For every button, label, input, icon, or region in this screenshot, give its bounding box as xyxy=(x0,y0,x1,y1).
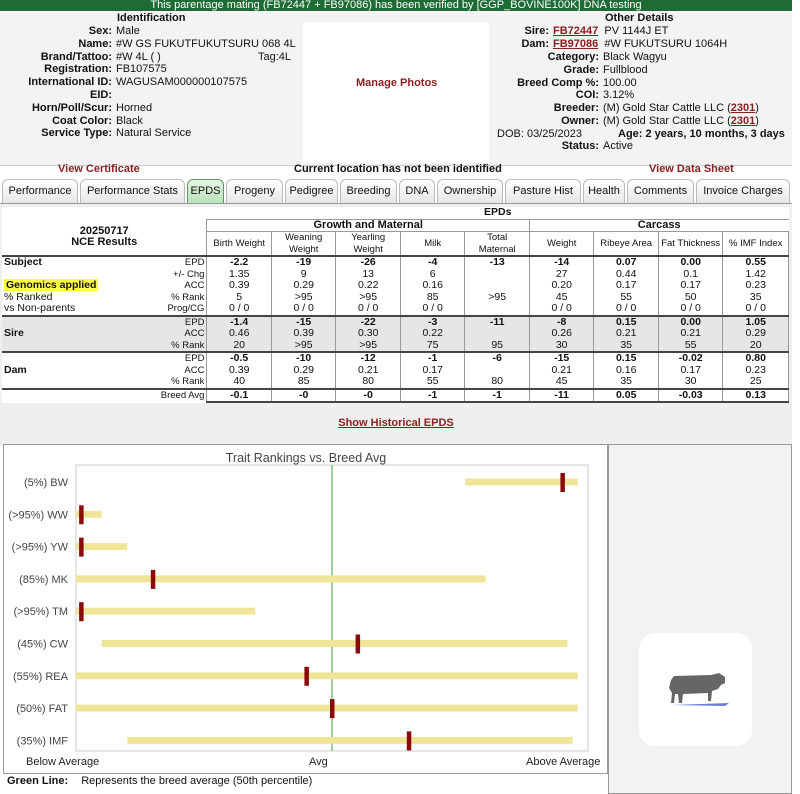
epd-cell: 0.80 xyxy=(723,352,789,365)
epd-col-header: Yearling Weight xyxy=(336,232,401,257)
epd-cell: 30 xyxy=(529,340,594,353)
epd-cell: 27 xyxy=(529,269,594,281)
epd-cell: -6 xyxy=(465,352,530,365)
trait-marker xyxy=(407,731,412,750)
other-field-row xyxy=(489,89,634,102)
view-certificate-link[interactable]: View Certificate xyxy=(58,163,140,175)
epd-cell: -0.5 xyxy=(207,352,272,365)
epd-row-name xyxy=(2,376,142,389)
tab-performance-stats[interactable]: Performance Stats xyxy=(80,179,185,203)
breed-avg-cell: -0 xyxy=(336,389,401,403)
trait-range-bar xyxy=(76,543,127,550)
tab-progeny[interactable]: Progeny xyxy=(226,179,283,203)
epd-cell: 85 xyxy=(400,292,465,304)
trait-range-bar xyxy=(76,705,578,712)
status-row xyxy=(489,140,633,153)
tab-comments[interactable]: Comments xyxy=(627,179,694,203)
epd-cell: 80 xyxy=(465,376,530,389)
trait-marker xyxy=(79,505,84,524)
epd-col-header: Ribeye Area xyxy=(594,232,659,257)
epd-cell: 0.39 xyxy=(207,365,272,377)
show-historical-epds-link[interactable]: Show Historical EPDS xyxy=(338,417,454,429)
epd-cell: -26 xyxy=(336,256,401,269)
epd-cell: 0.21 xyxy=(594,328,659,340)
epd-cell: 35 xyxy=(723,292,789,304)
owner-row xyxy=(489,115,759,128)
cow-icon xyxy=(639,633,752,746)
epd-cell: 0.21 xyxy=(658,328,723,340)
epd-cell: 0 / 0 xyxy=(529,303,594,316)
epd-cell: 0 / 0 xyxy=(271,303,336,316)
epd-cell: 0.15 xyxy=(594,352,659,365)
trait-range-bar xyxy=(102,640,568,647)
epd-cell: 0.1 xyxy=(658,269,723,281)
identification-footer xyxy=(0,163,792,176)
owner-name: (M) Gold Star Cattle LLC ( xyxy=(603,115,731,127)
epd-cell: 0.22 xyxy=(336,280,401,292)
epd-cell: 0.29 xyxy=(723,328,789,340)
epd-cell: 0.17 xyxy=(594,280,659,292)
epd-cell: 40 xyxy=(207,376,272,389)
epd-col-header: Total Maternal xyxy=(465,232,530,257)
epd-row-name xyxy=(2,280,142,292)
trait-marker xyxy=(356,635,361,654)
id-field-label: Name: xyxy=(78,37,112,50)
other-field-row xyxy=(489,51,667,64)
identification-panel xyxy=(0,11,792,175)
epd-cell: 0.20 xyxy=(529,280,594,292)
epd-cell: -13 xyxy=(465,256,530,269)
sire-row xyxy=(489,25,668,38)
id-field-value: #W 4L ( ) xyxy=(116,50,161,63)
tab-breeding[interactable]: Breeding xyxy=(340,179,397,203)
other-field-row xyxy=(489,77,637,90)
epd-cell: 1.05 xyxy=(723,316,789,329)
epd-cell: 50 xyxy=(658,292,723,304)
id-field-value: Male xyxy=(116,25,140,37)
epd-cell: -3 xyxy=(400,316,465,329)
tab-pedigree[interactable]: Pedigree xyxy=(285,179,338,203)
trait-range-bar xyxy=(76,575,486,582)
epd-cell: 0.22 xyxy=(400,328,465,340)
epd-cell: 0 / 0 xyxy=(658,303,723,316)
historical-row xyxy=(0,417,792,429)
epd-col-header: Birth Weight xyxy=(207,232,272,257)
trait-marker xyxy=(79,602,84,621)
epd-date: 20250717 xyxy=(79,224,129,237)
breed-avg-cell: -0.03 xyxy=(658,389,723,403)
dam-name: #W FUKUTSURU 1064H xyxy=(604,38,728,50)
legend-text: Represents the breed average (50th percentile) xyxy=(81,775,313,787)
epd-cell: 80 xyxy=(336,376,401,389)
other-field-label: COI: xyxy=(575,89,599,102)
trait-marker xyxy=(560,473,565,492)
epd-row xyxy=(2,280,789,292)
legend-label: Green Line: xyxy=(7,775,69,787)
epd-cell: 45 xyxy=(529,292,594,304)
dam-row xyxy=(489,38,727,51)
owner-label: Owner: xyxy=(561,115,599,127)
epd-table xyxy=(2,207,789,403)
epd-cell: 0.23 xyxy=(723,280,789,292)
epd-cell: 0 / 0 xyxy=(207,303,272,316)
growth-header: Growth and Maternal xyxy=(207,219,530,232)
epd-cell: -15 xyxy=(271,316,336,329)
epd-cell: 55 xyxy=(594,292,659,304)
breed-avg-cell: -0 xyxy=(271,389,336,403)
epd-cell: 0.17 xyxy=(658,365,723,377)
epd-section xyxy=(0,203,792,446)
epd-cell: -0.02 xyxy=(658,352,723,365)
epd-cell: >95 xyxy=(271,292,336,304)
dam-label: Dam: xyxy=(521,38,549,50)
epd-cell: 0.26 xyxy=(529,328,594,340)
epd-cell: -15 xyxy=(529,352,594,365)
epd-row-label: +/- Chg xyxy=(142,269,207,281)
epd-cell: >95 xyxy=(271,340,336,353)
owner-id-link[interactable]: 2301 xyxy=(730,115,756,127)
epd-cell: -11 xyxy=(465,316,530,329)
epd-cell: 13 xyxy=(336,269,401,281)
id-field-label: International ID: xyxy=(28,76,112,89)
other-field-value: Black Wagyu xyxy=(603,51,667,63)
epd-row-label: Prog/CG xyxy=(142,303,207,316)
epd-cell: 0 / 0 xyxy=(594,303,659,316)
trait-marker xyxy=(79,538,84,557)
id-field-row xyxy=(0,127,191,140)
epd-cell: 6 xyxy=(400,269,465,281)
epd-row xyxy=(2,256,789,269)
breed-avg-cell: -11 xyxy=(529,389,594,403)
carcass-header: Carcass xyxy=(637,218,681,231)
id-field-value: WAGUSAM000000107575 xyxy=(116,76,248,89)
epd-col-header: Milk xyxy=(400,232,465,257)
breed-avg-cell: 0.05 xyxy=(594,389,659,403)
breeder-label: Breeder: xyxy=(553,102,599,114)
epd-cell: 75 xyxy=(400,340,465,353)
epd-row xyxy=(2,328,789,340)
epd-cell: -12 xyxy=(336,352,401,365)
id-field-row xyxy=(0,50,292,64)
trait-marker xyxy=(304,667,309,686)
epd-cell: -4 xyxy=(400,256,465,269)
epd-cell: -22 xyxy=(336,316,401,329)
tab-dna[interactable]: DNA xyxy=(399,179,435,203)
id-field-row xyxy=(0,76,247,89)
trait-label: (>95%) TM xyxy=(13,606,68,619)
epd-row xyxy=(2,376,789,389)
epd-cell: 0 / 0 xyxy=(723,303,789,316)
tab-ownership[interactable]: Ownership xyxy=(437,179,503,203)
epd-row-name: Subject xyxy=(2,256,142,269)
breeder-id-link[interactable]: 2301 xyxy=(730,102,756,114)
trait-range-bar xyxy=(76,608,255,615)
epd-row-name: % Ranked xyxy=(4,290,53,303)
epd-cell xyxy=(465,269,530,281)
dam-reg-link[interactable]: FB97086 xyxy=(553,38,599,50)
breed-avg-cell: 0.13 xyxy=(723,389,789,403)
id-field-value: Natural Service xyxy=(116,127,192,140)
tab-pasture-hist[interactable]: Pasture Hist xyxy=(505,179,581,203)
id-field-row xyxy=(0,89,116,102)
epd-cell: 0.16 xyxy=(400,280,465,292)
other-field-row xyxy=(489,64,648,77)
epd-cell: 20 xyxy=(723,340,789,353)
epd-col-header: Weaning Weight xyxy=(271,232,336,257)
id-field-label: Service Type: xyxy=(41,127,112,140)
epd-row xyxy=(2,303,789,316)
other-field-label: Category: xyxy=(547,51,599,63)
epd-row-label: EPD xyxy=(142,316,207,329)
epd-cell: 5 xyxy=(207,292,272,304)
epd-cell: 0.17 xyxy=(658,280,723,292)
epd-row-label: % Rank xyxy=(142,340,207,353)
id-field-row xyxy=(0,63,167,76)
owner-close: ) xyxy=(755,115,759,127)
epd-cell: 0.29 xyxy=(271,280,336,292)
trait-rankings-chart xyxy=(3,444,608,774)
epd-cell: 0.39 xyxy=(207,280,272,292)
epd-cell: 85 xyxy=(271,376,336,389)
chart-title: Trait Rankings vs. Breed Avg xyxy=(225,451,387,465)
breeder-name: (M) Gold Star Cattle LLC ( xyxy=(603,102,731,114)
epd-results-label: NCE Results xyxy=(71,236,138,248)
breed-avg-cell: -0.1 xyxy=(207,389,272,403)
epd-cell: 0.44 xyxy=(594,269,659,281)
id-field-label: Sex: xyxy=(88,25,112,37)
trait-label: (35%) IMF xyxy=(16,735,68,748)
epd-cell: -1 xyxy=(400,352,465,365)
x-label-avg: Avg xyxy=(309,756,328,768)
epd-cell: -14 xyxy=(529,256,594,269)
epd-cell: 0 / 0 xyxy=(336,303,401,316)
epd-row xyxy=(2,269,789,281)
epd-cell: 0.21 xyxy=(336,365,401,377)
verification-banner: This parentage mating (FB72447 + FB97086) has been verified by [GGP_BOVINE100K] DNA testing xyxy=(0,0,792,11)
epd-row xyxy=(2,352,789,365)
id-field-value: Horned xyxy=(116,101,153,114)
epd-cell: 0.55 xyxy=(723,256,789,269)
epd-cell: 0.23 xyxy=(723,365,789,377)
epd-cell: 1.42 xyxy=(723,269,789,281)
dob: DOB: 03/25/2023 xyxy=(497,128,583,140)
epd-cell: 0.00 xyxy=(658,316,723,329)
sire-name: PV 1144J ET xyxy=(604,25,669,37)
epd-cell: 0.07 xyxy=(594,256,659,269)
trait-marker xyxy=(151,570,156,589)
epd-row-name: vs Non-parents xyxy=(4,302,76,314)
other-field-value: Fullblood xyxy=(603,63,648,76)
breed-avg-row xyxy=(2,389,789,403)
epd-row-label: % Rank xyxy=(142,292,207,304)
trait-label: (85%) MK xyxy=(19,573,68,586)
id-field-value: Black xyxy=(116,114,143,127)
epd-cell: -19 xyxy=(271,256,336,269)
epd-row xyxy=(2,365,789,377)
other-details-title: Other Details xyxy=(605,12,674,24)
epd-cell: -8 xyxy=(529,316,594,329)
id-field-label: Coat Color: xyxy=(52,114,112,127)
epd-cell: >95 xyxy=(336,292,401,304)
manage-photos-link[interactable]: Manage Photos xyxy=(356,77,438,89)
id-field-value: FB107575 xyxy=(116,63,167,76)
epd-cell: 0.30 xyxy=(336,328,401,340)
epd-col-header: % IMF Index xyxy=(723,232,789,257)
trait-range-bar xyxy=(127,737,572,744)
status-label: Status: xyxy=(561,140,599,152)
trait-range-bar xyxy=(76,672,578,679)
epd-cell: 0 / 0 xyxy=(400,303,465,316)
id-field-row xyxy=(0,102,152,115)
trait-label: (50%) FAT xyxy=(16,703,68,716)
trait-label: (45%) CW xyxy=(17,638,68,651)
epd-col-header: Fat Thickness xyxy=(658,232,723,257)
photo-area xyxy=(303,22,489,163)
epd-cell: 0.16 xyxy=(594,365,659,377)
breeder-close: ) xyxy=(755,102,759,114)
epd-cell: >95 xyxy=(465,292,530,304)
epd-cell: 0.46 xyxy=(207,328,272,340)
cow-placeholder xyxy=(639,633,752,746)
epd-cell: 30 xyxy=(658,376,723,389)
epd-row-name xyxy=(2,340,142,353)
sire-reg-link[interactable]: FB72447 xyxy=(553,25,599,37)
epd-cell: 35 xyxy=(594,376,659,389)
breed-avg-cell: -1 xyxy=(400,389,465,403)
sire-label: Sire: xyxy=(524,25,549,37)
epd-col-header: Weight xyxy=(529,232,594,257)
trait-label: (55%) REA xyxy=(12,670,68,683)
epd-cell: 0.21 xyxy=(529,365,594,377)
other-field-label: Breed Comp %: xyxy=(517,76,599,89)
epd-row-name: Sire xyxy=(4,327,24,339)
status-value: Active xyxy=(603,140,633,152)
chart-legend xyxy=(7,775,312,787)
epd-row xyxy=(2,316,789,329)
epd-row-label: EPD xyxy=(142,352,207,365)
epd-cell: 55 xyxy=(658,340,723,353)
epd-cell xyxy=(465,303,530,316)
id-field-label: Registration: xyxy=(44,63,112,76)
other-field-value: 3.12% xyxy=(603,89,635,102)
epd-cell: 1.35 xyxy=(207,269,272,281)
epd-row-name: Dam xyxy=(4,363,27,376)
epd-cell: 9 xyxy=(271,269,336,281)
trait-label: (>95%) WW xyxy=(8,509,68,522)
location-text: Current location has not been identified xyxy=(294,163,502,175)
epd-cell xyxy=(465,328,530,340)
epd-row xyxy=(2,292,789,304)
epd-cell: 0.00 xyxy=(658,256,723,269)
genomics-badge: Genomics applied xyxy=(6,279,97,291)
tab-performance[interactable]: Performance xyxy=(2,179,78,203)
epd-run-info xyxy=(2,219,207,256)
trait-rankings-svg xyxy=(4,445,607,773)
epd-cell: 0.15 xyxy=(594,316,659,329)
trait-label: (5%) BW xyxy=(24,477,68,489)
epd-cell: -2.2 xyxy=(207,256,272,269)
epd-row-label: ACC xyxy=(142,328,207,340)
breed-avg-cell: -1 xyxy=(465,389,530,403)
epd-cell: 45 xyxy=(529,376,594,389)
epd-cell xyxy=(465,280,530,292)
other-field-label: Grade: xyxy=(563,63,599,76)
other-field-value: 100.00 xyxy=(603,76,637,89)
view-data-sheet-link[interactable]: View Data Sheet xyxy=(649,163,734,175)
tab-health[interactable]: Health xyxy=(583,179,625,203)
epd-cell: 55 xyxy=(400,376,465,389)
id-field-row xyxy=(0,115,143,128)
tab-epds[interactable]: EPDS xyxy=(187,179,224,203)
epd-cell: 95 xyxy=(465,340,530,353)
epd-cell: 35 xyxy=(594,340,659,353)
epd-row-label: ACC xyxy=(142,365,207,377)
breeder-row xyxy=(489,102,759,115)
epd-cell: 25 xyxy=(723,376,789,389)
epd-cell: >95 xyxy=(336,340,401,353)
tab-invoice-charges[interactable]: Invoice Charges xyxy=(696,179,790,203)
epd-cell: 0.17 xyxy=(400,365,465,377)
x-label-below: Below Average xyxy=(26,756,100,768)
breed-avg-label: Breed Avg xyxy=(142,389,207,403)
epd-title: EPDs xyxy=(207,207,789,219)
id-field-row xyxy=(0,25,140,38)
photo-side-panel xyxy=(608,444,792,794)
epd-cell: -10 xyxy=(271,352,336,365)
epd-row-name xyxy=(2,352,142,365)
id-field-label: EID: xyxy=(90,89,112,101)
x-label-above: Above Average xyxy=(526,756,601,768)
epd-cell: 20 xyxy=(207,340,272,353)
epd-cell: -1.4 xyxy=(207,316,272,329)
epd-row-label: % Rank xyxy=(142,376,207,389)
id-field-row xyxy=(0,38,296,51)
epd-row-label: ACC xyxy=(142,280,207,292)
age: Age: 2 years, 10 months, 3 days xyxy=(618,128,785,140)
trait-marker xyxy=(330,699,335,718)
epd-row xyxy=(2,340,789,353)
identification-title: Identification xyxy=(117,12,186,24)
trait-label: (>95%) YW xyxy=(11,541,68,554)
id-field-value: #W GS FUKUTFUKUTSURU 068 4L xyxy=(116,37,296,50)
id-field-label: Horn/Poll/Scur: xyxy=(31,101,112,114)
id-field-label: Brand/Tattoo: xyxy=(40,50,112,63)
tab-bar xyxy=(0,179,792,203)
epd-cell: 0.29 xyxy=(271,365,336,377)
id-field-extra: Tag:4L xyxy=(258,50,292,63)
epd-row-label: EPD xyxy=(142,256,207,269)
epd-cell: 0.39 xyxy=(271,328,336,340)
